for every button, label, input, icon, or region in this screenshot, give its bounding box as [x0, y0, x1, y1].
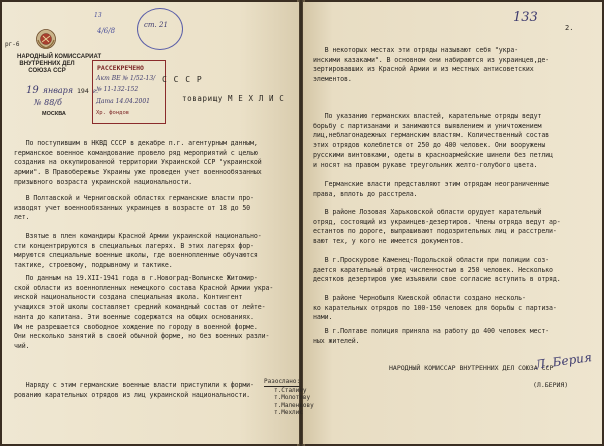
paragraph: В районе Чернобыля Киевской области создано несколь- ко карательных отрядов по 100-150 человек для борьбы с партиза- нами. — [313, 294, 557, 322]
declassified-title: РАССЕКРЕЧЕНО — [97, 64, 144, 72]
signature-handwritten: Л. Берия — [534, 350, 593, 372]
org-line: ВНУТРЕННИХ ДЕЛ — [19, 61, 75, 67]
date-year: 194 — [77, 87, 89, 95]
paragraph: По данным на 19.XII-1941 года в г.Новоград-Волынске Житомир- ской области из военнопленных немецкого состава Красной Армии укра- инской национальности создана специальная школа. Контингент учащихся этой школы составляет средний командный состав от лейте- нанта до капитана. Эти военные содержатся на общих основаниях. Им не разрешается свободное хождение по городу в военной форме. Они несколько занятий в своей обычной форме, но без военных разли- чий. — [14, 274, 274, 350]
right-page — [303, 2, 602, 444]
archive-stamp-code: 4/6/8 — [97, 27, 116, 35]
state-emblem-icon — [35, 28, 57, 50]
corner-code: рг-6 — [5, 41, 20, 48]
distribution-name: т.Мехлис — [274, 409, 303, 417]
date-suffix: г. — [92, 87, 99, 95]
paragraph: По поступившим в НКВД СССР в декабре п.г. агентурным данным, германское военное командование провело ряд мероприятий с целью создания на оккупированной территории Украинской ССР "украинской армии". В Правобережье Украины уже проведен учет военнообязанных призывного возраста украинской национальности. — [14, 139, 262, 186]
date-line — [26, 86, 98, 97]
date-day: 19 — [26, 85, 39, 96]
paragraph: Наряду с этим германские военные власти приступили к форми- рованию карательных отрядов из лиц украинской национальности. — [14, 381, 254, 399]
distribution-name: т.Сталину — [274, 386, 307, 394]
header-country: С С С Р — [162, 75, 203, 84]
paragraph: По указанию германских властей, карательные отряды ведут борьбу с партизанами и занимаются выявлением и уничтожением лиц,неблагонадежных германским властям. Количественный состав этих отрядов колеблется от 250 до 400 человек. Они вооружены русскими винтовками, одеты в красноармейские шинели без петлиц и носят на правом рукаве треугольник желто-голубого цвета. — [313, 112, 553, 169]
paragraph: В Полтавской и Черниговской областях германские власти про- изводят учет военнообязанных украинцев в возрасте от 18 до 50 лет. — [14, 194, 254, 222]
city: МОСКВА — [42, 111, 66, 117]
distribution-name: т.Маленкову — [274, 401, 314, 409]
paragraph: Взятые в плен командиры Красной Армии украинской национально- сти концентрируются в специальных лагерях. В этих лагерях фор- мируются специальные военные школы, где военнопленные обучаются тактике, строевому, подрывному и тактике. — [14, 232, 262, 270]
declassified-line: Хр. фондов — [96, 110, 130, 116]
archive-stamp-number: 13 — [94, 12, 102, 19]
declassified-line: № 11-132-152 — [96, 86, 139, 93]
signature-name: (Л.БЕРИЯ) — [533, 381, 569, 389]
org-line: СОЮЗА ССР — [28, 68, 66, 74]
declassified-line: Дата 14.04.2001 — [96, 98, 150, 105]
distribution-list — [264, 378, 314, 417]
paragraph: В некоторых местах эти отряды называют себя "укра- инскими казаками". В основном они набираются из украинцев,де- зертировавших из Красной Армии и из местных антисоветских элементов. — [313, 46, 550, 84]
distribution-name: т.Молотову — [274, 394, 311, 402]
left-page — [2, 2, 299, 444]
document-number: № 88/б — [34, 98, 62, 107]
declassified-line: Акт ВЕ № 1/52-13/ — [96, 75, 156, 82]
declassified-stamp — [92, 60, 166, 124]
paragraph: В г.Проскурове Каменец-Подольской области при полиции соз- дается карательный отряд численностью в 250 человек. Несколько десятков дезертиров уже изъявили свое согласие вступить в отряд. — [313, 256, 561, 284]
archive-round-stamp — [137, 8, 183, 50]
addressee: товарищу М Е Х Л И С — [182, 94, 285, 103]
org-line: НАРОДНЫЙ КОМИССАРИАТ — [17, 54, 102, 60]
archive-stamp-extra: ст. 21 — [144, 21, 168, 29]
paragraph: Германские власти представляют этим отрядам неограниченные права, вплоть до расстрела. — [313, 180, 550, 198]
signature-title: НАРОДНЫЙ КОМИССАР ВНУТРЕННИХ ДЕЛ СОЮЗА ССР — [389, 364, 554, 372]
handwritten-page-number: 133 — [513, 10, 538, 25]
paragraph: В г.Полтаве полиция приняла на работу до 400 человек мест- ных жителей. — [313, 327, 550, 345]
org-header — [17, 54, 102, 75]
date-month: января — [42, 86, 74, 95]
distribution-header: Разослано: — [264, 378, 301, 385]
page-number: 2. — [565, 24, 574, 32]
paragraph: В районе Лозовая Харьковской области орудует карательный отряд, состоящий из украинцев-дезертиров. Члены отряда ведут ар- естантов по дороге, выпрашивают подозрительных лиц и расстрели- вают тех, у кого не имеется документов. — [313, 208, 561, 246]
